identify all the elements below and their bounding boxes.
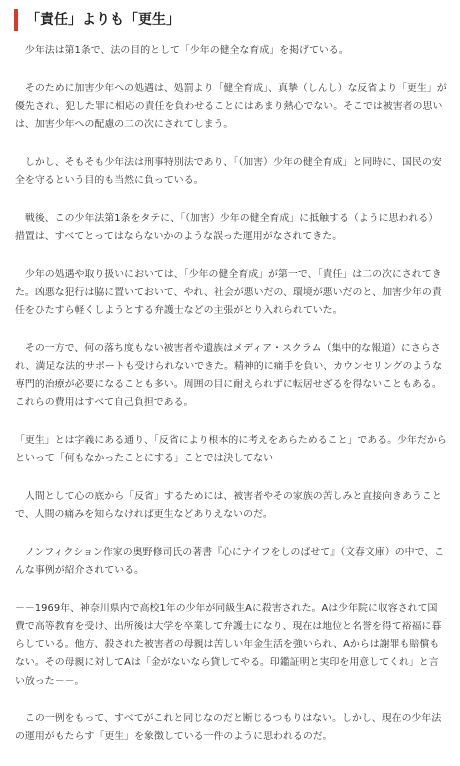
paragraph: その一方で、何の落ち度もない被害者や遺族はメディア・スクラム（集中的な報道）にさらされ、満足な法的サポートも受けられないできた。精神的に痛手を負い、カウンセリングのような専門的治療が必要になることも多い。周囲の目に耐えられずに転居せざるを得ないこともある。これらの費用はすべて自己負担である。 [15,342,443,409]
section-heading: 「責任」よりも「更生」 [14,9,326,31]
article-body [15,42,447,766]
paragraph: －－1969年、神奈川県内で高校1年の少年が同級生Aに殺害された。Aは少年院に収容されて国費で高等教育を受け、出所後は大学を卒業して弁護士になり、現在は地位と名誉を得て裕福に暮らしている。他方、殺された被害者の母親は苦しい年金生活を強いられ、Aからは謝罪も賠償もない。その母親に対してAは「金がないなら貸してやる。印鑑証明と実印を用意してくれ」と言い放った－－。 [15,602,442,687]
paragraph: 「更生」とは字義にある通り、「反省により根本的に考えをあらためること」である。少年だからといって「何もなかったことにする」ことでは決してない [15,435,447,465]
paragraph: 少年の処遇や取り扱いにおいては、「少年の健全育成」が第一で、「責任」は二の次にされてきた。凶悪な犯行は脇に置いておいて、やれ、社会が悪いだの、環境が悪いだのと、加害少年の責任をひたすら軽くしようとする弁護士などの主張がとり入れられていた。 [15,268,442,317]
paragraph: この一例をもって、すべてがこれと同じなのだと断じるつもりはない。しかし、現在の少年法の運用がもたらす「更生」を象徴している一件のように思われるのだ。 [15,713,442,743]
paragraph: 少年法は第1条で、法の目的として「少年の健全な育成」を掲げている。 [15,45,349,56]
paragraph: ノンフィクション作家の奥野修司氏の著書『心にナイフをしのばせて』（文春文庫）の中で、こんな事例が紹介されている。 [15,546,445,577]
paragraph: 戦後、この少年法第1条をタテに、「（加害）少年の健全育成」に抵触する（ように思われる）措置は、すべてとってはならないかのような誤った運用がなされてきた。 [15,212,439,242]
paragraph: しかし、そもそも少年法は刑事特別法であり、「（加害）少年の健全育成」と同時に、国民の安全を守るという目的も当然に負っている。 [15,156,442,187]
paragraph: 人間として心の底から「反省」するためには、被害者やその家族の苦しみと直接向きあうことで、人間の痛みを知らなければ更生などありえないのだ。 [15,490,442,521]
paragraph: そのために加害少年への処遇は、処罰より「健全育成」、真摯（しんし）な反省より「更生」が優先され、犯した罪に相応の責任を負わせることにはあまり熱心でない。そこでは被害者の思いは、加害少年への配慮の二の次にされてしまう。 [15,82,447,131]
